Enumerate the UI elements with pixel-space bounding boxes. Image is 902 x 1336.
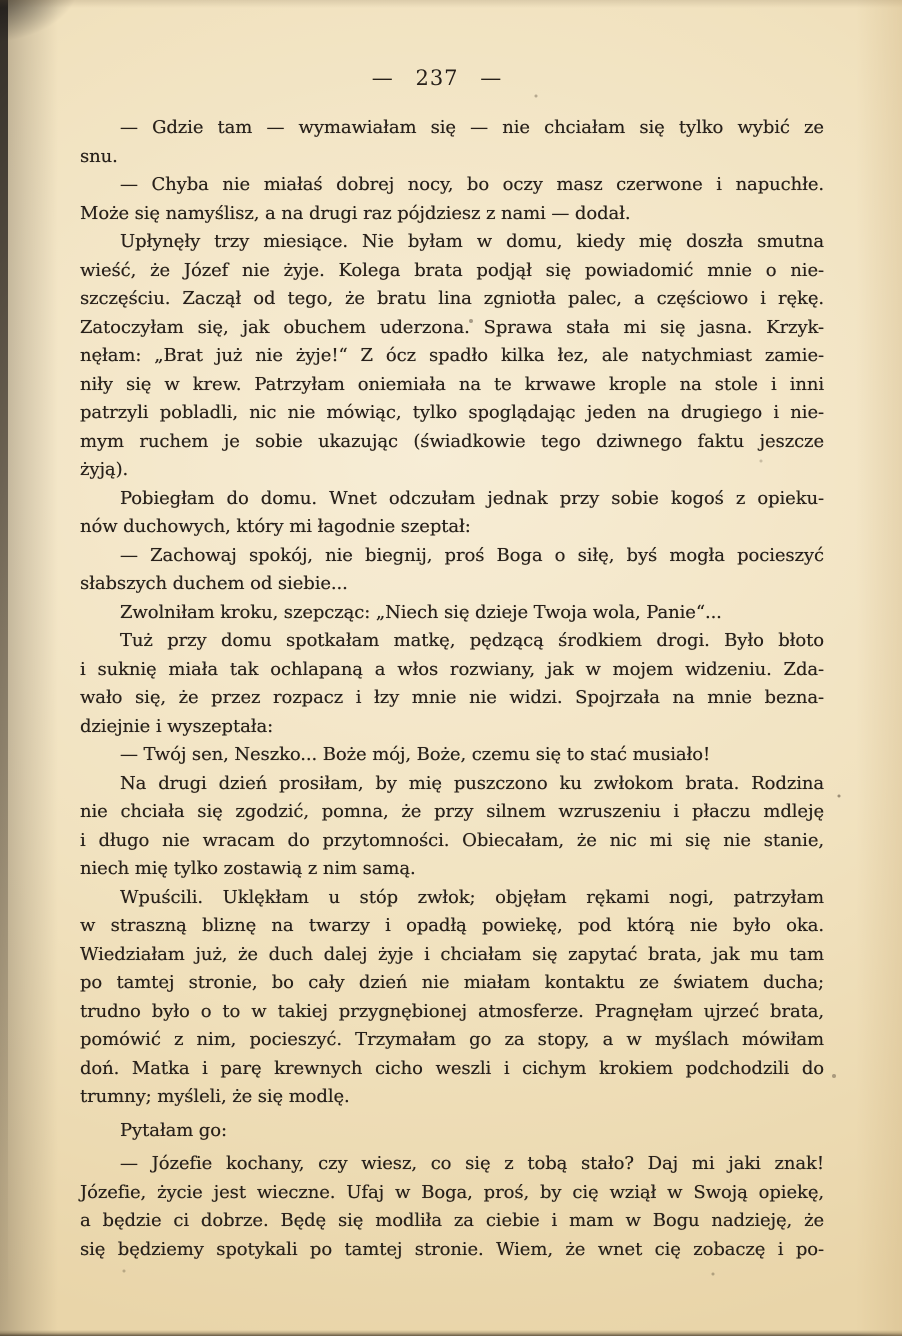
text-line: Pytałam go: <box>120 1119 227 1141</box>
text-line: słabszych duchem od siebie... <box>80 573 348 594</box>
paragraph <box>80 542 824 599</box>
text-line: żyją). <box>80 459 129 480</box>
text-line: i długo nie wracam do przytomności. Obiecałam, że nic mi się nie stanie, <box>80 829 824 851</box>
book-gutter-shadow <box>0 0 58 1336</box>
paragraph <box>80 884 824 1112</box>
text-line: Pobiegłam do domu. Wnet odczułam jednak przy sobie kogoś z opieku- <box>120 487 824 509</box>
paragraph <box>80 485 824 542</box>
paragraph <box>80 599 824 628</box>
text-line: Zatoczyłam się, jak obuchem uderzona. Sprawa stała mi się jasna. Krzyk- <box>80 316 824 338</box>
text-line: wało się, że przez rozpacz i łzy mnie nie widzi. Spojrzała na mnie bezna- <box>80 687 824 708</box>
text-line: — Twój sen, Neszko... Boże mój, Boże, czemu się to stać musiało! <box>120 744 711 765</box>
text-line: dziejnie i wyszeptała: <box>80 715 274 737</box>
text-line: Wpuścili. Uklękłam u stóp zwłok; objęłam rękami nogi, patrzyłam <box>120 886 824 908</box>
text-line: trudno było o to w takiej przygnębionej atmosferze. Pragnęłam ujrzeć brata, <box>80 1000 824 1022</box>
text-line: doń. Matka i parę krewnych cicho weszli i cichym krokiem podchodzili do <box>80 1057 824 1079</box>
text-line: patrzyli pobladli, nic nie mówiąc, tylko spoglądając jeden na drugiego i nie- <box>80 402 824 423</box>
paragraph <box>80 1150 824 1264</box>
paragraph <box>80 228 824 485</box>
text-line: Upłynęły trzy miesiące. Nie byłam w domu, kiedy mię doszła smutna <box>120 231 824 252</box>
text-line: Może się namyślisz, a na drugi raz pójdziesz z nami — dodał. <box>80 202 631 224</box>
text-line: pomówić z nim, pocieszyć. Trzymałam go za stopy, a w myślach mówiłam <box>80 1029 824 1050</box>
paragraph <box>80 741 824 770</box>
paragraph <box>80 770 824 884</box>
text-line: nów duchowych, który mi łagodnie szeptał: <box>80 516 471 537</box>
paragraph <box>80 171 824 228</box>
text-line: nie chciała się zgodzić, pomna, że przy silnem wzruszeniu i płaczu mdleję <box>80 801 824 822</box>
text-line: się będziemy spotykali po tamtej stronie. Wiem, że wnet cię zobaczę i po- <box>80 1238 824 1260</box>
text-line: po tamtej stronie, bo cały dzień nie miałam kontaktu ze światem ducha; <box>80 972 824 993</box>
text-line: mym ruchem je sobie ukazując (świadkowie tego dziwnego faktu jeszcze <box>80 430 824 452</box>
text-line: snu. <box>80 145 118 167</box>
text-line: Tuż przy domu spotkałam matkę, pędzącą środkiem drogi. Było błoto <box>120 630 824 651</box>
text-line: Józefie, życie jest wieczne. Ufaj w Boga, proś, by cię wziął w Swoją opiekę, <box>80 1181 824 1203</box>
text-line: a będzie ci dobrze. Będę się modliła za ciebie i mam w Bogu nadzieję, że <box>80 1210 824 1231</box>
paragraph <box>80 114 824 171</box>
page-top-edge <box>0 0 902 8</box>
text-line: szczęściu. Zaczął od tego, że bratu lina zgniotła palec, a częściowo i rękę. <box>80 288 824 309</box>
text-line: — Chyba nie miałaś dobrej nocy, bo oczy masz czerwone i napuchłe. <box>120 174 824 195</box>
text-line: nęłam: „Brat już nie żyje!“ Z ócz spadło kilka łez, ale natychmiast zamie- <box>80 345 824 366</box>
page-bottom-edge <box>0 1330 902 1336</box>
text-line: Wiedziałam już, że duch dalej żyje i chciałam się zapytać brata, jak mu tam <box>80 943 824 965</box>
text-line: w straszną bliznę na twarzy i opadłą powiekę, pod którą nie było oka. <box>80 915 824 936</box>
top-left-corner-shade <box>0 0 160 110</box>
page-number: — 237 — <box>371 66 503 90</box>
page-right-edge <box>856 0 902 1336</box>
text-line: i suknię miała tak ochlapaną a włos rozwiany, jak w mojem widzeniu. Zda- <box>80 658 824 680</box>
text-block <box>80 114 824 1264</box>
text-line: wieść, że Józef nie żyje. Kolega brata podjął się powiadomić mnie o nie- <box>80 259 824 281</box>
text-line: Na drugi dzień prosiłam, by mię puszczono ku zwłokom brata. Rodzina <box>120 772 824 794</box>
text-line: niły się w krew. Patrzyłam oniemiała na te krwawe krople na stole i inni <box>80 373 824 395</box>
book-gutter-edge <box>0 0 8 1336</box>
text-line: trumny; myśleli, że się modlę. <box>80 1086 350 1107</box>
text-line: — Zachowaj spokój, nie biegnij, proś Boga o siłę, byś mogła pocieszyć <box>120 544 824 566</box>
text-line: niech mię tylko zostawią z nim samą. <box>80 858 416 879</box>
text-line: Zwolniłam kroku, szepcząc: „Niech się dzieje Twoja wola, Panie“... <box>120 601 722 623</box>
paragraph <box>80 1117 824 1146</box>
text-line: — Józefie kochany, czy wiesz, co się z tobą stało? Daj mi jaki znak! <box>120 1153 824 1174</box>
paragraph <box>80 627 824 741</box>
text-line: — Gdzie tam — wymawiałam się — nie chciałam się tylko wybić ze <box>120 117 824 138</box>
